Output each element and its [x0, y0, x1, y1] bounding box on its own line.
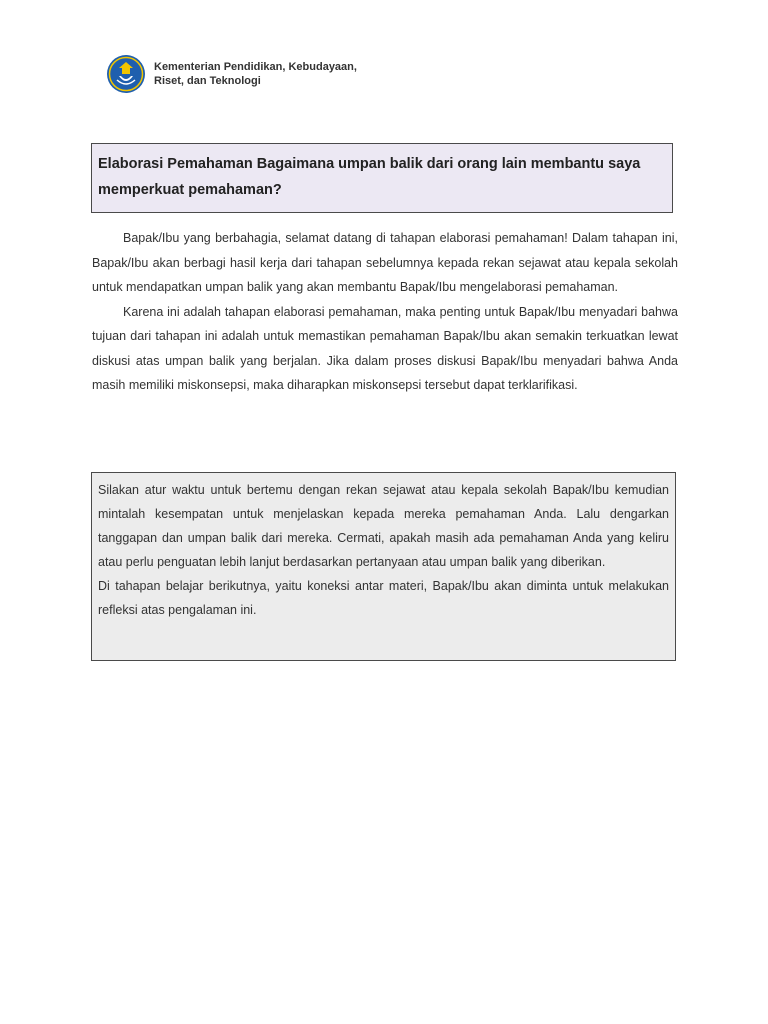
intro-text: [92, 226, 678, 398]
section-title-box: [91, 143, 673, 213]
instruction-box: [91, 472, 676, 661]
instruction-paragraph-2: Di tahapan belajar berikutnya, yaitu koneksi antar materi, Bapak/Ibu akan diminta untuk melakukan refleksi atas pengalaman ini.: [98, 579, 669, 617]
ministry-name-line-1: Kementerian Pendidikan, Kebudayaan,: [154, 61, 357, 73]
intro-paragraph-1: Bapak/Ibu yang berbahagia, selamat datang di tahapan elaborasi pemahaman! Dalam tahapan ini, Bapak/Ibu akan berbagi hasil kerja dari tahapan sebelumnya kepada rekan sejawat atau kepala sekolah untuk mendapatkan umpan balik yang akan membantu Bapak/Ibu mengelaborasi pemahaman.: [92, 231, 678, 294]
ministry-name: [154, 60, 357, 88]
tut-wuri-handayani-logo-icon: [106, 54, 146, 94]
intro-paragraph-2: Karena ini adalah tahapan elaborasi pemahaman, maka penting untuk Bapak/Ibu menyadari bahwa tujuan dari tahapan ini adalah untuk memastikan pemahaman Bapak/Ibu akan semakin terkuatkan lewat diskusi atas umpan balik yang berjalan. Jika dalam proses diskusi Bapak/Ibu menyadari bahwa Anda masih memiliki miskonsepsi, maka diharapkan miskonsepsi tersebut dapat terklarifikasi.: [92, 304, 678, 392]
ministry-header: [106, 54, 357, 94]
section-title: Elaborasi Pemahaman Bagaimana umpan balik dari orang lain membantu saya memperkuat pemahaman?: [98, 156, 641, 198]
ministry-name-line-2: Riset, dan Teknologi: [154, 75, 261, 87]
instruction-paragraph-1: Silakan atur waktu untuk bertemu dengan rekan sejawat atau kepala sekolah Bapak/Ibu kemudian mintalah kesempatan untuk menjelaskan kepada mereka pemahaman Anda. Lalu dengarkan tanggapan dan umpan balik dari mereka. Cermati, apakah masih ada pemahaman Anda yang keliru atau perlu penguatan lebih lanjut berdasarkan pertanyaan atau umpan balik yang diberikan.: [98, 483, 669, 569]
